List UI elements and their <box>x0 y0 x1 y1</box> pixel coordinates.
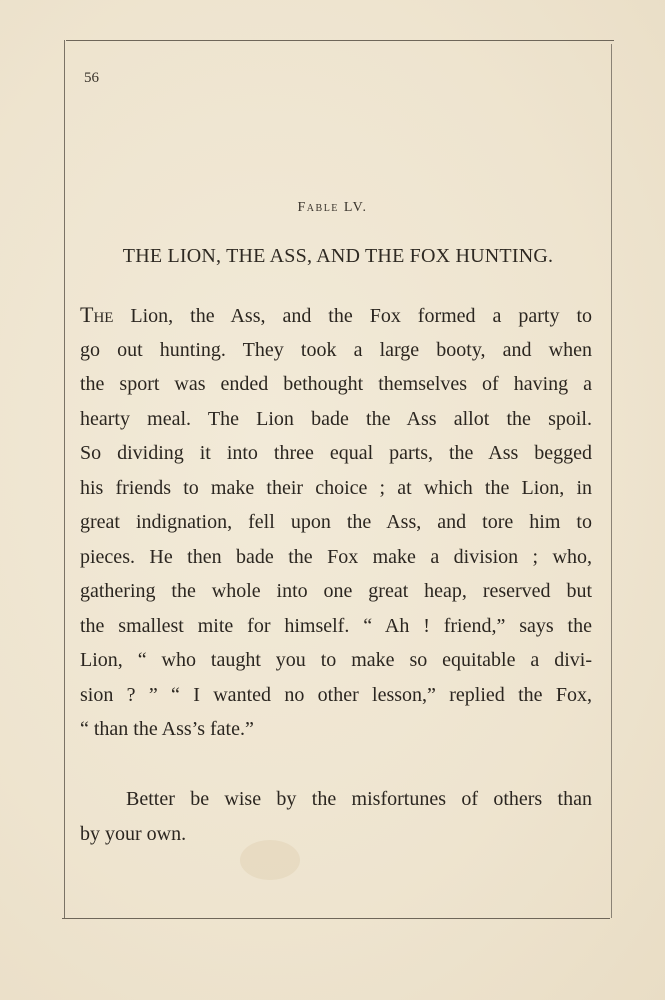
body-line: Lion, “ who taught you to make so equitable a divi- <box>80 649 592 671</box>
fable-title: THE LION, THE ASS, AND THE FOX HUNTING. <box>122 245 554 267</box>
fable-number: Fable LV. <box>297 200 368 215</box>
body-line: the smallest mite for himself. “ Ah ! friend,” says the <box>80 614 592 637</box>
fable-body <box>80 298 592 747</box>
body-line: his friends to make their choice ; at which the Lion, in <box>80 476 592 499</box>
body-line: great indignation, fell upon the Ass, and tore him to <box>80 511 592 533</box>
body-line: pieces. He then bade the Fox make a division ; who, <box>80 545 592 568</box>
body-first-word: The <box>80 302 114 327</box>
body-line: go out hunting. They took a large booty, and when <box>80 338 592 361</box>
fable-moral <box>80 782 592 851</box>
frame-rule-bottom <box>62 918 610 919</box>
body-line: “ than the Ass’s fate.” <box>80 718 254 740</box>
frame-rule-right <box>611 44 612 918</box>
moral-line: by your own. <box>80 822 187 845</box>
body-line: gathering the whole into one great heap, reserved but <box>80 580 592 602</box>
body-line: hearty meal. The Lion bade the Ass allot the spoil. <box>80 407 592 430</box>
frame-rule-left <box>64 40 65 918</box>
body-line: So dividing it into three equal parts, the Ass begged <box>80 442 592 464</box>
body-line <box>80 298 592 333</box>
page-number: 56 <box>84 70 99 86</box>
frame-rule-top <box>66 40 614 41</box>
body-line-text: Lion, the Ass, and the Fox formed a party to <box>113 305 592 327</box>
body-line: sion ? ” “ I wanted no other lesson,” replied the Fox, <box>80 683 592 706</box>
moral-line: Better be wise by the misfortunes of others than <box>126 788 592 810</box>
body-line: the sport was ended bethought themselves of having a <box>80 373 592 395</box>
